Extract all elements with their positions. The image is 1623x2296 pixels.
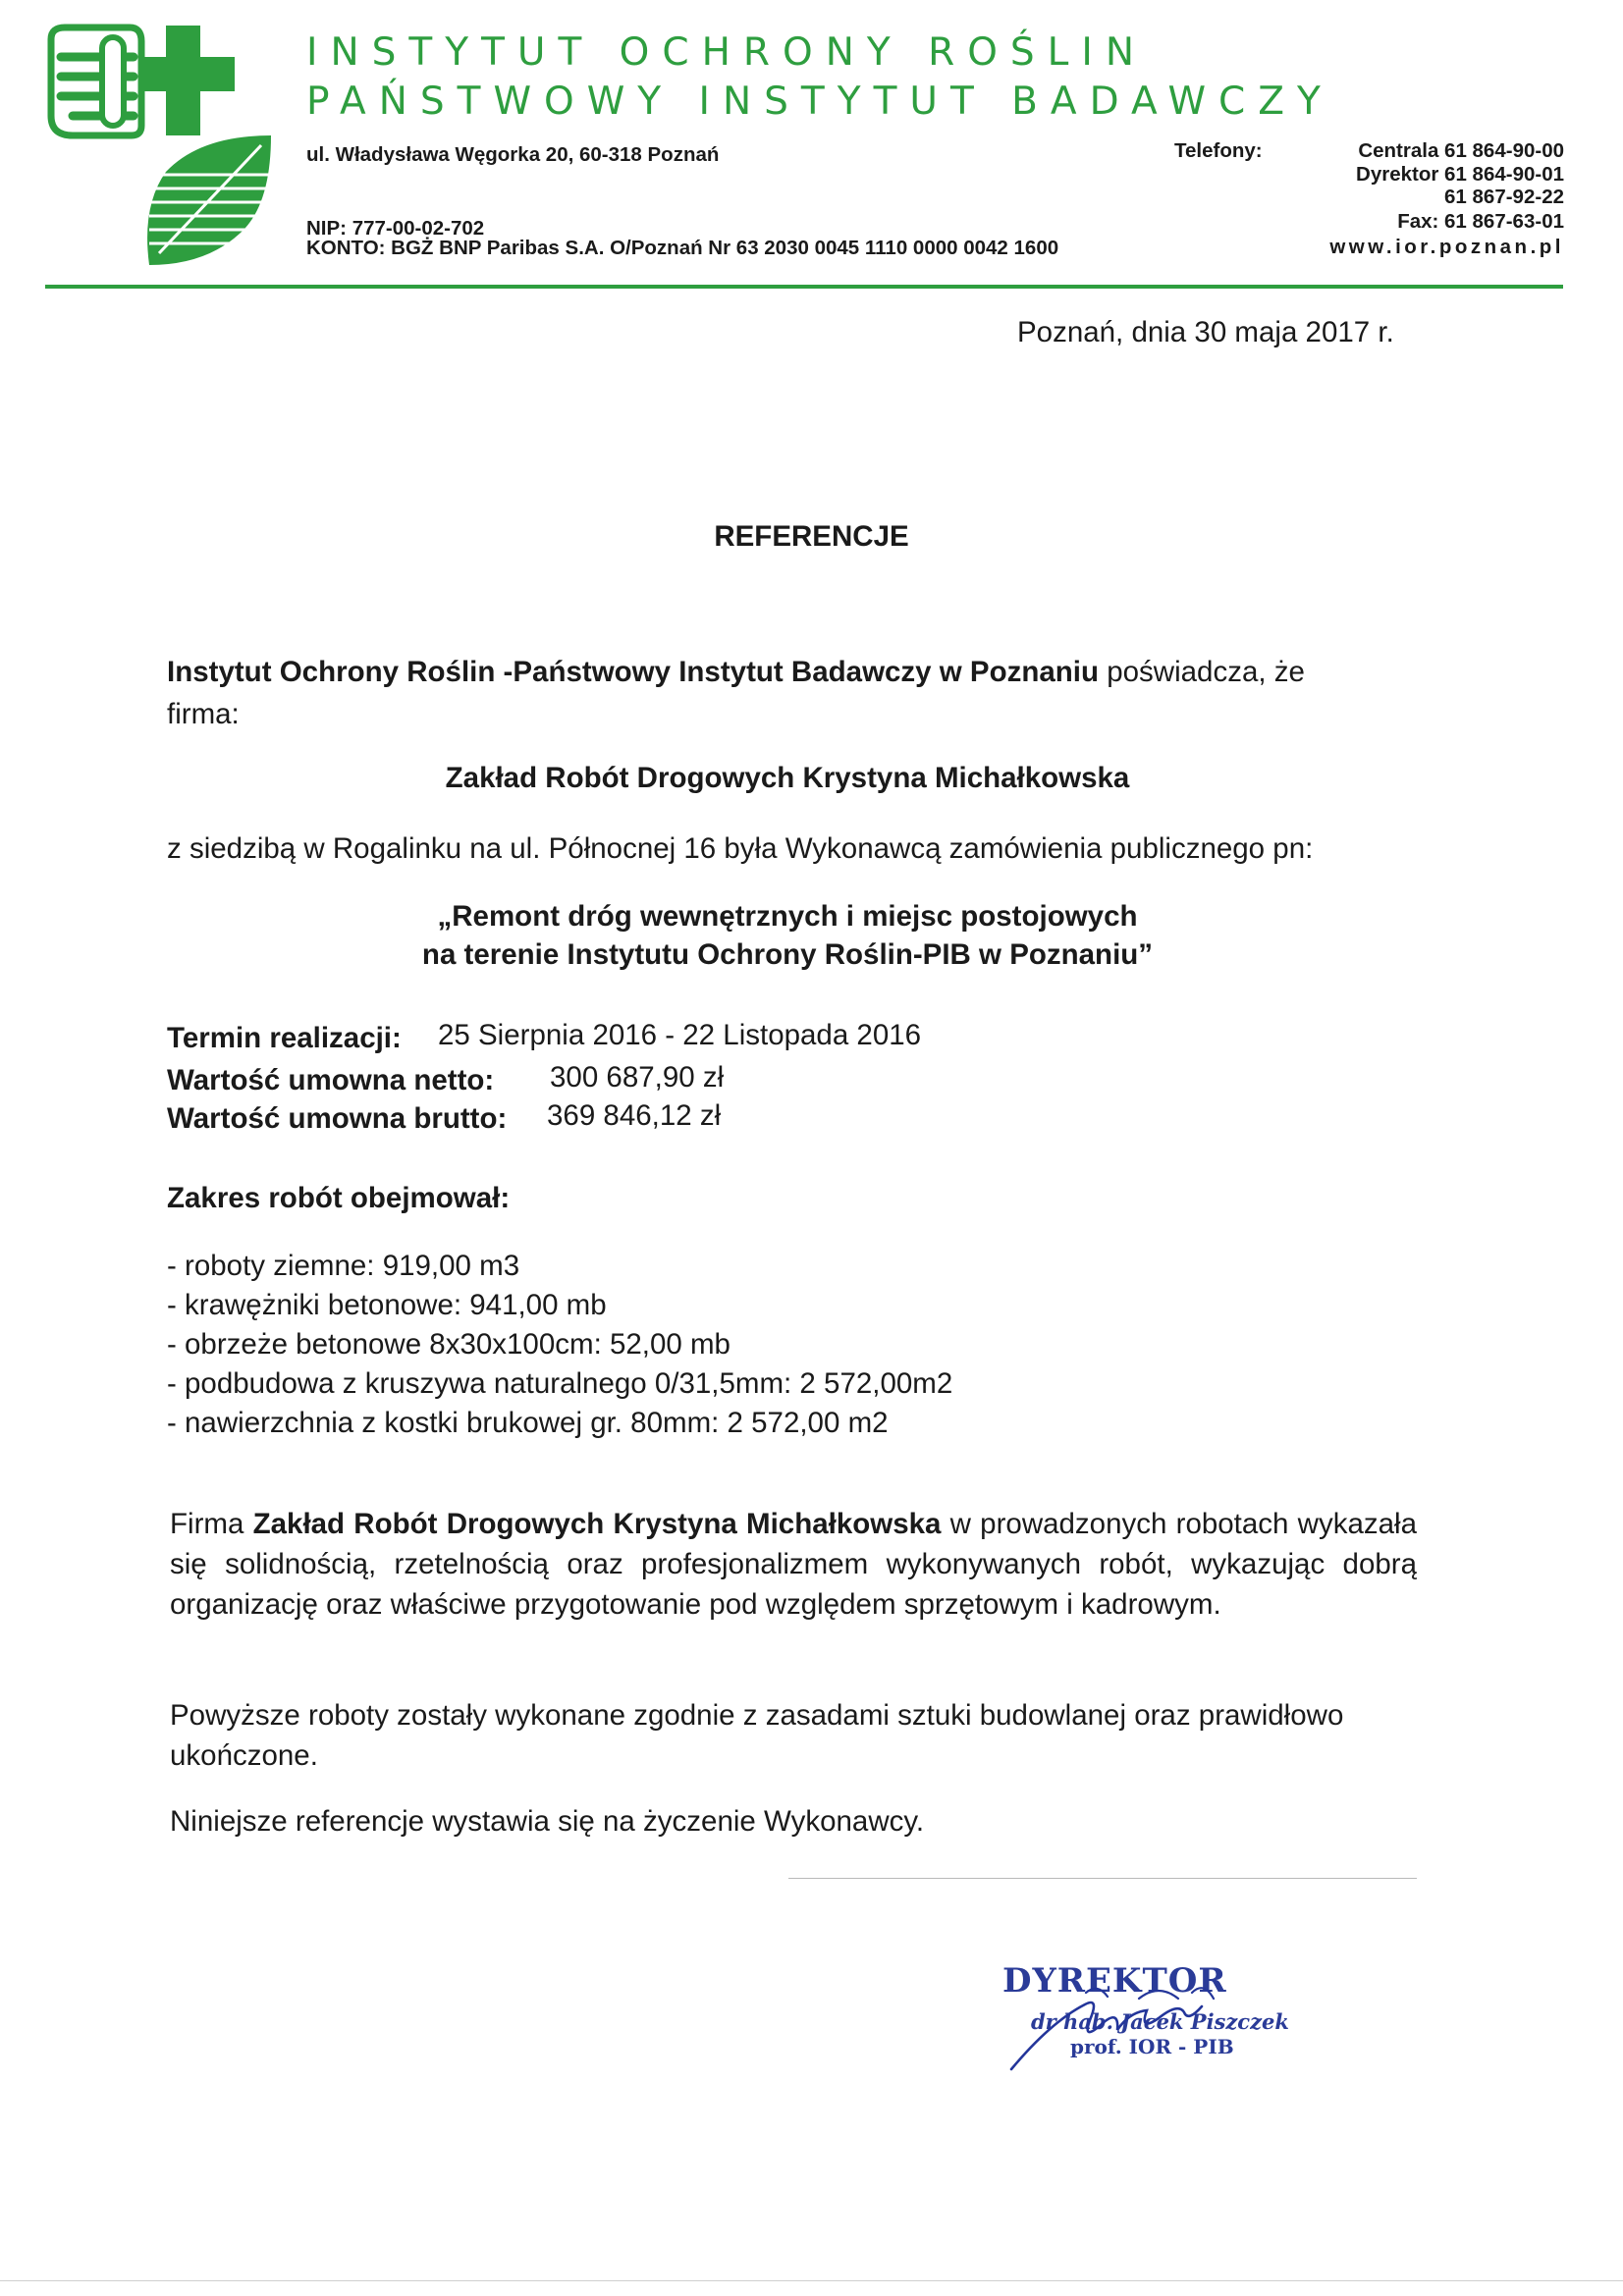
detail-value-term: 25 Sierpnia 2016 - 22 Listopada 2016 xyxy=(438,1019,922,1051)
handwritten-signature xyxy=(992,1953,1306,2071)
phone-extra: 61 867-92-22 xyxy=(1444,186,1564,208)
fax-number: Fax: 61 867-63-01 xyxy=(1397,210,1564,233)
detail-value-net: 300 687,90 zł xyxy=(550,1061,725,1094)
tender-title-line-1: „Remont dróg wewnętrznych i miejsc postojowych xyxy=(437,900,1138,933)
scope-item: - krawężniki betonowe: 941,00 mb xyxy=(167,1289,607,1321)
contractor-seat: z siedzibą w Rogalinku na ul. Północnej 16 była Wykonawcą zamówienia publicznego pn: xyxy=(167,832,1314,865)
institute-bank-account: KONTO: BGŻ BNP Paribas S.A. O/Poznań Nr 63 2030 0045 1110 0000 0042 1600 xyxy=(306,237,1059,259)
director-stamp xyxy=(992,1953,1306,2071)
document-title: REFERENCJE xyxy=(714,520,909,553)
scope-heading: Zakres robót obejmował: xyxy=(167,1182,511,1214)
assessment-company: Zakład Robót Drogowych Krystyna Michałkowska xyxy=(252,1508,942,1540)
intro-verb: poświadcza, że xyxy=(1099,656,1305,688)
signature-divider xyxy=(788,1878,1417,1879)
letterhead-divider xyxy=(45,285,1563,289)
assessment-paragraph xyxy=(170,1504,1417,1625)
institute-logo xyxy=(43,20,279,265)
assessment-text: w prowadzonych robotach wykazała się solidnością, rzetelnością oraz profesjonalizmem wykonywanych robót, wykazując dobrą organizację oraz właściwe przygotowanie pod względem sprzętowym i kadrowym. xyxy=(170,1508,1417,1621)
stamp-name: dr hab. Jacek Piszczek xyxy=(1031,2009,1289,2034)
scope-item: - nawierzchnia z kostki brukowej gr. 80mm: 2 572,00 m2 xyxy=(167,1407,889,1439)
scope-item: - podbudowa z kruszywa naturalnego 0/31,5mm: 2 572,00m2 xyxy=(167,1367,953,1400)
contractor-name: Zakład Robót Drogowych Krystyna Michałkowska xyxy=(445,762,1130,794)
intro-line xyxy=(167,655,1305,690)
phone-central: Centrala 61 864-90-00 xyxy=(1358,139,1564,162)
scope-item: - roboty ziemne: 919,00 m3 xyxy=(167,1250,520,1282)
stamp-role: DYREKTOR xyxy=(1002,1961,1227,2001)
logo-cross-horizontal xyxy=(132,57,235,91)
phone-director: Dyrektor 61 864-90-01 xyxy=(1356,163,1564,186)
document-date: Poznań, dnia 30 maja 2017 r. xyxy=(1017,316,1394,348)
institute-nip: NIP: 777-00-02-702 xyxy=(306,217,485,240)
issuance-paragraph: Niniejsze referencje wystawia się na życzenie Wykonawcy. xyxy=(170,1805,925,1838)
assessment-prefix: Firma xyxy=(170,1508,253,1540)
footer-line xyxy=(0,2280,1623,2281)
detail-label-term: Termin realizacji: xyxy=(167,1022,402,1054)
tender-title-line-2: na terenie Instytutu Ochrony Roślin-PIB w Poznaniu” xyxy=(421,938,1154,971)
scope-item: - obrzeże betonowe 8x30x100cm: 52,00 mb xyxy=(167,1328,730,1361)
stamp-title: prof. IOR - PIB xyxy=(1070,2035,1234,2058)
institute-name-line-1: INSTYTUT OCHRONY ROŚLIN xyxy=(306,30,1148,75)
intro-institute: Instytut Ochrony Roślin -Państwowy Instytut Badawczy w Poznaniu xyxy=(167,656,1100,688)
detail-label-gross: Wartość umowna brutto: xyxy=(167,1102,508,1135)
institute-address: ul. Władysława Węgorka 20, 60-318 Poznań xyxy=(306,143,720,166)
intro-line-2: firma: xyxy=(167,698,240,730)
phones-label: Telefony: xyxy=(1174,139,1263,162)
institute-name-line-2: PAŃSTWOWY INSTYTUT BADAWCZY xyxy=(306,80,1333,124)
detail-value-gross: 369 846,12 zł xyxy=(547,1099,722,1132)
detail-label-net: Wartość umowna netto: xyxy=(167,1064,495,1096)
website-link[interactable]: www.ior.poznan.pl xyxy=(1329,236,1564,258)
completion-paragraph: Powyższe roboty zostały wykonane zgodnie z zasadami sztuki budowlanej oraz prawidłowo ukończone. xyxy=(170,1699,1344,1772)
